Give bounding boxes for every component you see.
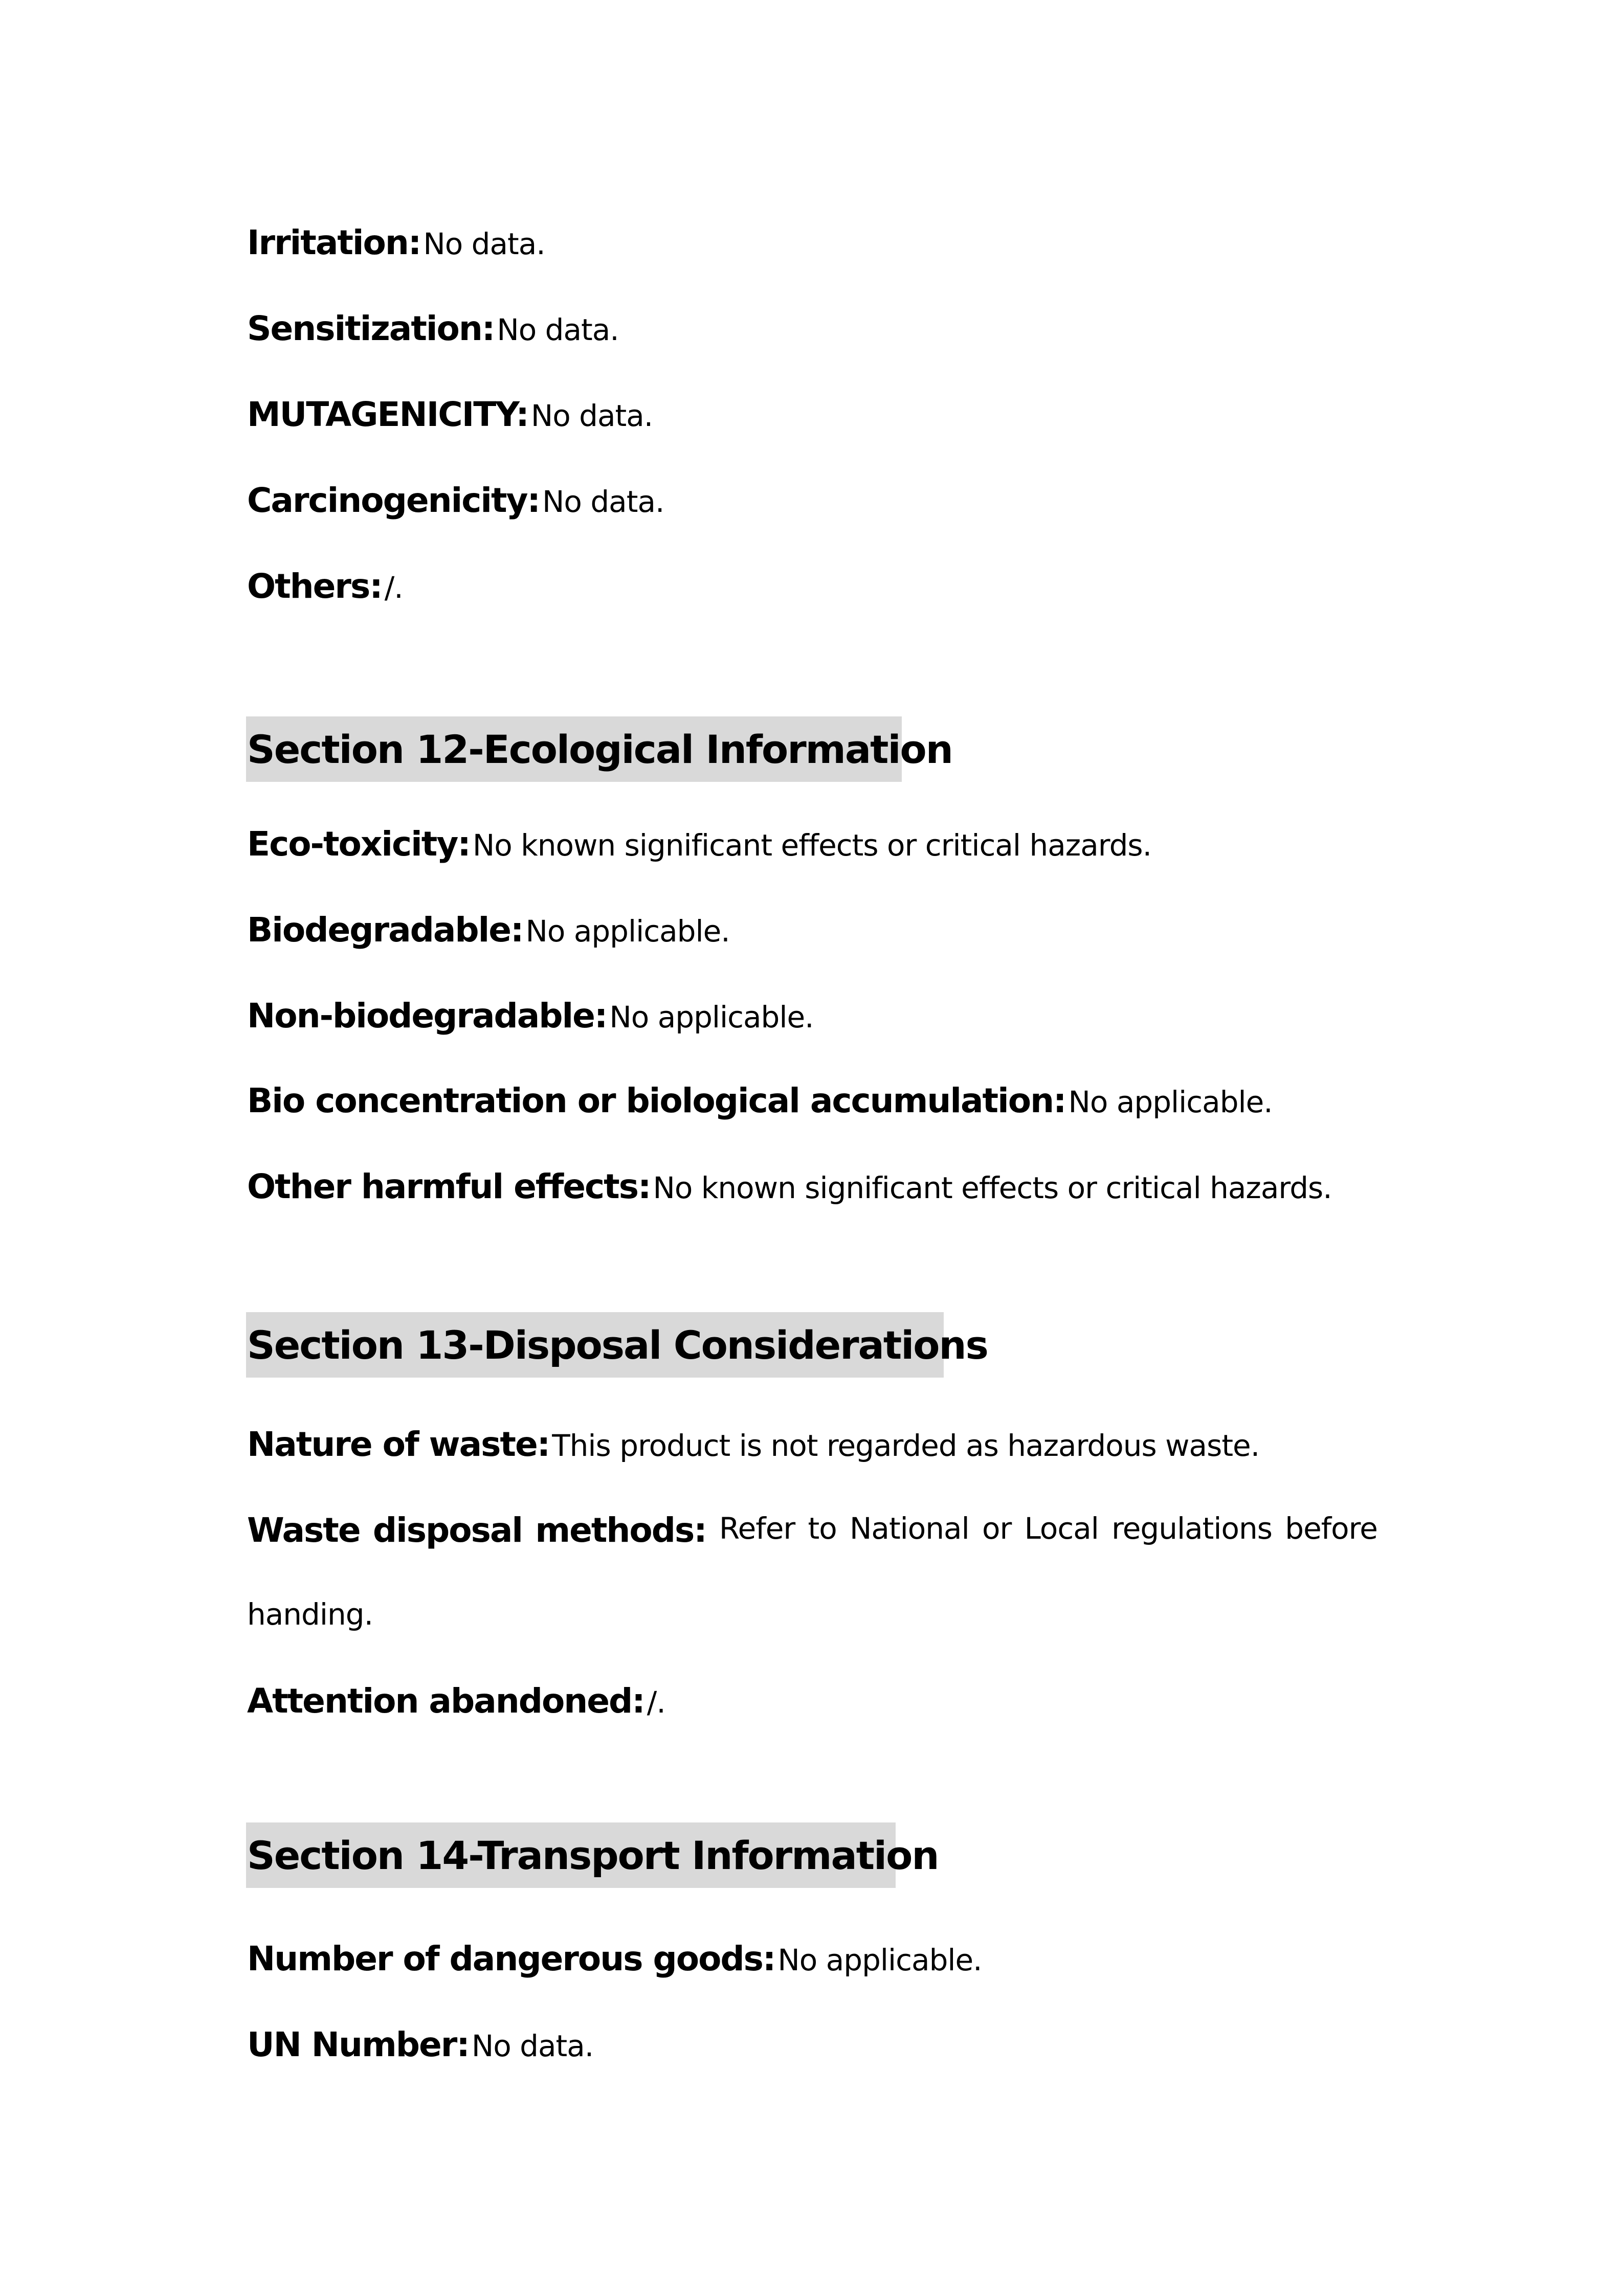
section-title: Section 13-Disposal Considerations bbox=[247, 1322, 988, 1368]
field-label: Attention abandoned: bbox=[247, 1681, 644, 1721]
field-value: handing. bbox=[247, 1597, 373, 1632]
field-label-word: Waste bbox=[247, 1511, 360, 1550]
field-label: Other harmful effects: bbox=[247, 1167, 651, 1206]
field-label: Biodegradable: bbox=[247, 910, 523, 950]
field-waste-disposal-methods-continued bbox=[247, 1597, 373, 1632]
field-value: No data. bbox=[542, 484, 664, 519]
field-label: Others: bbox=[247, 567, 382, 606]
field-value: No applicable. bbox=[609, 1000, 814, 1034]
field-label: Non-biodegradable: bbox=[247, 996, 607, 1036]
field-carcinogenicity bbox=[247, 481, 664, 520]
field-bio-concentration bbox=[247, 1081, 1273, 1120]
field-value: No applicable. bbox=[777, 1943, 982, 1977]
field-value: No data. bbox=[423, 227, 545, 261]
field-label: Nature of waste: bbox=[247, 1425, 550, 1464]
field-nature-of-waste bbox=[247, 1425, 1260, 1464]
field-value: No known significant effects or critical hazards. bbox=[653, 1170, 1332, 1205]
section-13-header bbox=[246, 1312, 988, 1378]
field-eco-toxicity bbox=[247, 824, 1152, 864]
field-value: No data. bbox=[497, 312, 619, 347]
field-value: No applicable. bbox=[525, 914, 730, 949]
field-value: No applicable. bbox=[1068, 1085, 1273, 1119]
section-12-header bbox=[246, 716, 952, 782]
field-label: Eco-toxicity: bbox=[247, 824, 470, 864]
field-waste-disposal-methods bbox=[247, 1511, 1377, 1550]
field-value: No known significant effects or critical hazards. bbox=[472, 828, 1152, 863]
field-value-word: before bbox=[1285, 1511, 1377, 1546]
section-title: Section 14-Transport Information bbox=[247, 1832, 939, 1878]
field-value: This product is not regarded as hazardous waste. bbox=[552, 1428, 1260, 1463]
field-value-word: National bbox=[850, 1511, 969, 1546]
field-mutagenicity bbox=[247, 395, 653, 434]
field-label: Number of dangerous goods: bbox=[247, 1939, 775, 1978]
field-value: No data. bbox=[530, 398, 653, 433]
field-label: Irritation: bbox=[247, 223, 421, 262]
field-sensitization bbox=[247, 309, 619, 348]
field-other-harmful-effects bbox=[247, 1167, 1332, 1206]
field-attention-abandoned bbox=[247, 1681, 665, 1721]
field-biodegradable bbox=[247, 910, 730, 950]
field-label: Sensitization: bbox=[247, 309, 495, 348]
field-others bbox=[247, 567, 403, 606]
field-label: Carcinogenicity: bbox=[247, 481, 540, 520]
field-value-word: Refer bbox=[719, 1511, 795, 1546]
field-number-of-dangerous-goods bbox=[247, 1939, 982, 1978]
field-un-number bbox=[247, 2025, 594, 2064]
field-value-word: regulations bbox=[1111, 1511, 1272, 1546]
field-value-word: to bbox=[808, 1511, 837, 1546]
field-value: /. bbox=[647, 1685, 665, 1720]
field-label-word: disposal bbox=[372, 1511, 523, 1550]
field-value-word: Local bbox=[1024, 1511, 1099, 1546]
section-title: Section 12-Ecological Information bbox=[247, 726, 952, 772]
field-non-biodegradable bbox=[247, 996, 814, 1036]
field-value: No data. bbox=[471, 2029, 594, 2063]
field-label: UN Number: bbox=[247, 2025, 469, 2064]
field-label-word: methods: bbox=[535, 1511, 706, 1550]
field-value-word: or bbox=[982, 1511, 1012, 1546]
field-irritation bbox=[247, 223, 545, 262]
field-label: Bio concentration or biological accumulation: bbox=[247, 1081, 1066, 1120]
section-14-header bbox=[246, 1822, 939, 1888]
field-value: /. bbox=[384, 570, 403, 605]
field-label: MUTAGENICITY: bbox=[247, 395, 528, 434]
